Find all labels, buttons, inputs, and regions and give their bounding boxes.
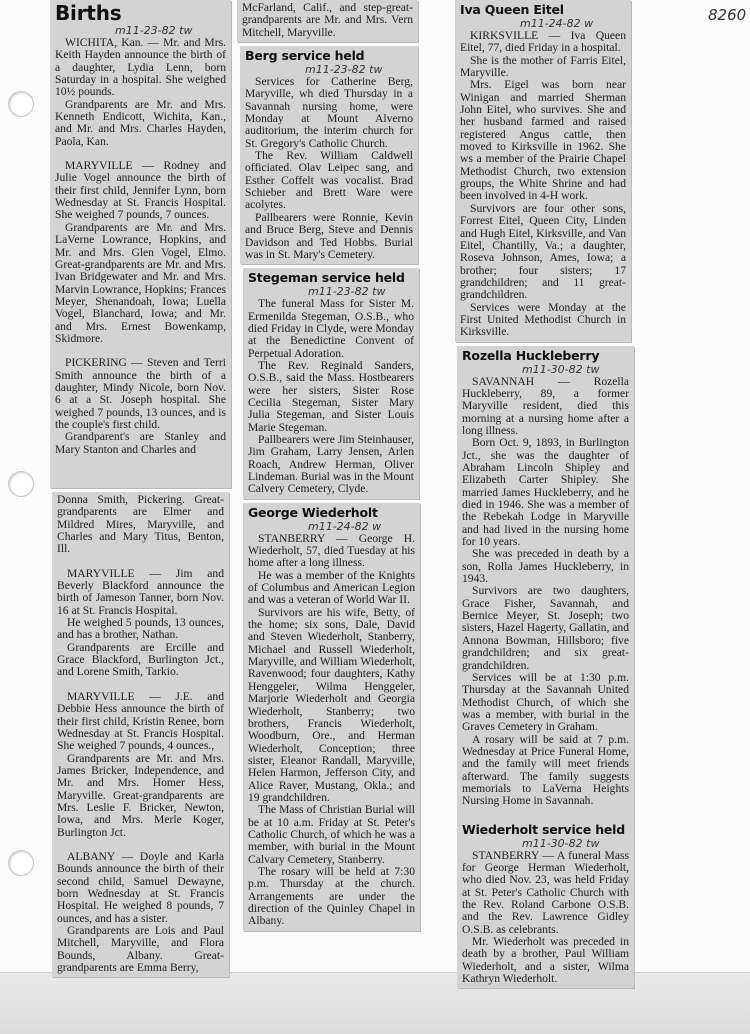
- article-paragraph: Grandparents are Mr. and Mrs. LaVerne Lowrance, Hopkins, and Mr. and Mrs. Glen Vogel, Elmo. Great-grandparents are Mr. and Mrs. Ivan Bridgewater and Mr. and Mrs. Marvin Lowrance, Hopkins; Frances Meyer, Shenandoah, Iowa; Luella Vogel, Blanchard, Iowa; and Mr. and Mrs. Ernest Bowenkamp, Skidmore.: [55, 220, 226, 345]
- handwritten-date-note: m11-23-82 tw: [308, 285, 386, 299]
- clipping-berg-service: [240, 46, 418, 264]
- article-paragraph: Services were Monday at the First United Methodist Church in Kirksville.: [460, 300, 626, 339]
- article-paragraph: The Rev. William Caldwell officiated. Olav Leipec sang, and Esther Coffelt was vocalist. Brad Schieber and Brett Ware were acolytes.: [245, 149, 413, 212]
- article-paragraph: He was a member of the Knights of Columbus and American Legion and was a veteran of World War II.: [248, 568, 415, 607]
- article-paragraph: MARYVILLE — Jim and Beverly Blackford announce the birth of Jameson Tanner, born Nov. 16 at St. Francis Hospital.: [57, 566, 224, 617]
- handwritten-date-note: m11-24-82 w: [308, 519, 382, 533]
- article-paragraph: STANBERRY — A funeral Mass for George Herman Wiederholt, who died Nov. 23, was held Friday at St. Peter's Catholic Church with the Rev. Roland Carbone O.S.B. and the Rev. Lawrence Gidley O.S.B. as celebrants.: [462, 848, 629, 936]
- clipping-births: [50, 0, 231, 488]
- article-paragraph: Grandparents are Mr. and Mrs. Kenneth Endicott, Wichita, Kan., and Mr. and Mrs. Charles Hayden, Paola, Kan.: [55, 97, 226, 148]
- article-paragraph: MARYVILLE — Rodney and Julie Vogel announce the birth of their first child, Jennifer Lynn, born Wednesday at St. Francis Hospital. She weighed 7 pounds, 7 ounces.: [55, 159, 226, 222]
- headline: Stegeman service held: [248, 270, 405, 286]
- clipping-stegeman-service: [243, 268, 419, 499]
- article-paragraph: She is the mother of Farris Eitel, Maryville.: [460, 53, 626, 80]
- article-paragraph: A rosary will be said at 7 p.m. Wednesday at Price Funeral Home, and the family will meet friends afterward. The family suggests memorials to LaVerna Heights Nursing Home in Savannah.: [462, 732, 629, 808]
- article-paragraph: Mr. Wiederholt was preceded in death by a brother, Paul William Wiederholt, and a sister, Wilma Kathryn Wiederholt.: [462, 935, 629, 986]
- article-paragraph: Services for Catherine Berg, Maryville, wh died Thursday in a Savannah nursing home, were Monday at Mount Alverno auditorium, the interim church for St. Gregory's Catholic Church.: [245, 75, 413, 150]
- article-paragraph: KIRKSVILLE — Iva Queen Eitel, 77, died Friday in a hospital.: [460, 29, 626, 55]
- article-paragraph: Mrs. Eigel was born near Winigan and married Sherman John Eitel, who survives. She and her husband farmed and raised registered Angus cattle, then moved to Kirksville in 1962. She ws a member of the Prairie Chapel Methodist Church, two extension groups, the White Shrine and had been involved in 4-H work.: [460, 78, 626, 203]
- headline: George Wiederholt: [248, 504, 378, 520]
- column-right: [455, 0, 635, 992]
- article-paragraph: Donna Smith, Pickering. Great-grandparents are Elmer and Mildred Mires, Maryville, and Charles and Mary Titus, Benton, Ill.: [57, 493, 224, 556]
- article-paragraph: Survivors are his wife, Betty, of the home; six sons, Dale, David and Steven Wiederholt, Stanberry, Michael and Russell Wiederholt, Maryville, and William Wiederholt, Ravenwood; four daughters, Kathy Henggeler, Wilma Henggeler, Marjorie Wiederholt and Georgia Wiederholt, Stanberry; two brothers, Francis Wiederholt, Woodburn, Ore., and Herman Wiederholt, Conception; three sister, Eleanor Randall, Maryville, Helen Harmon, Jefferson City, and Alice Raver, Mustang, Okla.; and 19 grandchildren.: [248, 605, 415, 804]
- article-paragraph: Grandparents are Mr. and Mrs. James Bricker, Independence, and Mr. and Mrs. Homer Hess, Maryville. Great-grandparents are Mrs. Leslie F. Bricker, Newton, Iowa, and Mrs. Merle Koger, Burlington Jct.: [57, 751, 224, 839]
- hole-punch: [8, 91, 34, 117]
- clipping-george-wiederholt: [243, 503, 420, 931]
- article-paragraph: The Mass of Christian Burial will be at 10 a.m. Friday at St. Peter's Catholic Church, of which he was a member, with burial in the Mount Calvary Cemetery, Stanberry.: [248, 803, 415, 866]
- article-paragraph: Grandparents are Ercille and Grace Blackford, Burlington Jct., and Lorene Smith, Tarkio.: [57, 640, 224, 679]
- clipping-rozella-huckleberry: [457, 346, 634, 820]
- handwritten-date-note: m11-30-82 tw: [522, 836, 600, 850]
- article-paragraph: Pallbearers were Jim Steinhauser, Jim Graham, Larry Jensen, Arlen Roach, Andrew Herman, Oliver Lindeman. Burial was in the Mount Calvery Cemetery, Clyde.: [248, 432, 415, 496]
- article-paragraph: Survivors are two daughters, Grace Fisher, Savannah, and Bernice Meyer, St. Joseph; two sisters, Hazel Hagerty, Gallatin, and Annona Bowman, Hillsboro; five grandchildren; and six great-grandchildren.: [462, 584, 629, 672]
- clipping-births-continued-2: [237, 0, 418, 42]
- article-paragraph: McFarland, Calif., and step-great-grandparents are Mr. and Mrs. Vern Mitchell, Maryville.: [242, 1, 413, 39]
- article-paragraph: Services will be at 1:30 p.m. Thursday at the Savannah United Methodist Church, of which she was a member, with burial in the Graves Cemetery in Graham.: [462, 670, 629, 734]
- clipping-births-continued: [52, 492, 229, 977]
- headline: Iva Queen Eitel: [460, 2, 564, 17]
- headline: Berg service held: [245, 48, 365, 64]
- article-paragraph: He weighed 5 pounds, 13 ounces, and has a brother, Nathan.: [57, 616, 224, 642]
- article-paragraph: ALBANY — Doyle and Karla Bounds announce the birth of their second child, Samuel Dewayne, born Wednesday at St. Francis Hospital. He weighed 8 pounds, 7 ounces, and has a sister.: [57, 849, 224, 925]
- article-paragraph: Grandparent's are Stanley and Mary Stanton and Charles and: [55, 430, 226, 456]
- hole-punch: [8, 850, 34, 876]
- clipping-iva-queen-eitel: [455, 0, 631, 342]
- clipping-wiederholt-service: [457, 820, 634, 989]
- handwritten-date-note: m11-23-82 tw: [115, 24, 193, 37]
- article-paragraph: STANBERRY — George H. Wiederholt, 57, died Tuesday at his home after a long illness.: [248, 531, 415, 570]
- headline: Wiederholt service held: [462, 821, 626, 837]
- article-paragraph: SAVANNAH — Rozella Huckleberry, 89, a former Maryville resident, died this morning at a nursing home after a long illness.: [462, 374, 629, 437]
- headline: Rozella Huckleberry: [462, 347, 600, 363]
- article-paragraph: WICHITA, Kan. — Mr. and Mrs. Keith Hayden announce the birth of a daughter, Lydia Lenn, born Saturday in a hospital. She weighed 10½ pounds.: [55, 36, 226, 99]
- handwritten-date-note: m11-24-82 w: [520, 17, 594, 30]
- page-number: 8260: [708, 6, 747, 24]
- column-left: [50, 0, 231, 981]
- article-paragraph: Survivors are four other sons, Forrest Eitel, Queen City, Linden and Hugh Eitel, Kirksville, and Van Eitel, Chantilly, Va.; a daughter, Roseva Johnson, Ames, Iowa; a brother; four sisters; 17 grandchildren; and 11 great-grandchildren.: [460, 201, 626, 302]
- article-paragraph: PICKERING — Steven and Terri Smith announce the birth of a daughter, Mindy Nicole, born Nov. 6 at a St. Joseph hospital. She weighed 7 pounds, 13 ounces, and is the couple's first child.: [55, 356, 226, 431]
- article-paragraph: Born Oct. 9, 1893, in Burlington Jct., she was the daughter of Abraham Lincoln Shipley and Elizabeth Carter Shipley. She married James Huckleberry, and he died in 1946. She was a member of the Rebekah Lodge in Maryville and had lived in the nursing home for 10 years.: [462, 436, 629, 549]
- hole-punch: [8, 471, 34, 497]
- article-paragraph: The rosary will be held at 7:30 p.m. Thursday at the church. Arrangements are under the direction of the Quinley Chapel in Albany.: [248, 864, 415, 928]
- handwritten-date-note: m11-23-82 tw: [305, 63, 383, 77]
- article-paragraph: The funeral Mass for Sister M. Ermenilda Stegeman, O.S.B., who died Friday in Clyde, were Monday at the Benedictine Convent of Perpetual Adoration.: [248, 297, 414, 360]
- article-paragraph: Pallbearers were Ronnie, Kevin and Bruce Berg, Steve and Dennis Davidson and Ted Hobbs. Burial was in St. Mary's Cemetery.: [245, 210, 413, 261]
- column-middle: [237, 0, 420, 935]
- article-paragraph: MARYVILLE — J.E. and Debbie Hess announce the birth of their first child, Kristin Renee, born Wednesday at St. Francis Hospital. She weighed 7 pounds, 4 ounces.,: [57, 689, 224, 753]
- article-paragraph: The Rev. Reginald Sanders, O.S.B., said the Mass. Hostbearers were her sisters, Sister Rose Cecilia Stegeman, Sister Mary Julia Stegeman, and Sister Louis Marie Stegeman.: [248, 358, 414, 434]
- headline: Births: [55, 1, 122, 25]
- article-paragraph: She was preceded in death by a son, Rolla James Huckleberry, in 1943.: [462, 547, 629, 586]
- article-paragraph: Grandparents are Lois and Paul Mitchell, Maryville, and Flora Bounds, Albany. Great-grandparents are Emma Berry,: [57, 924, 224, 975]
- handwritten-date-note: m11-30-82 tw: [522, 362, 600, 376]
